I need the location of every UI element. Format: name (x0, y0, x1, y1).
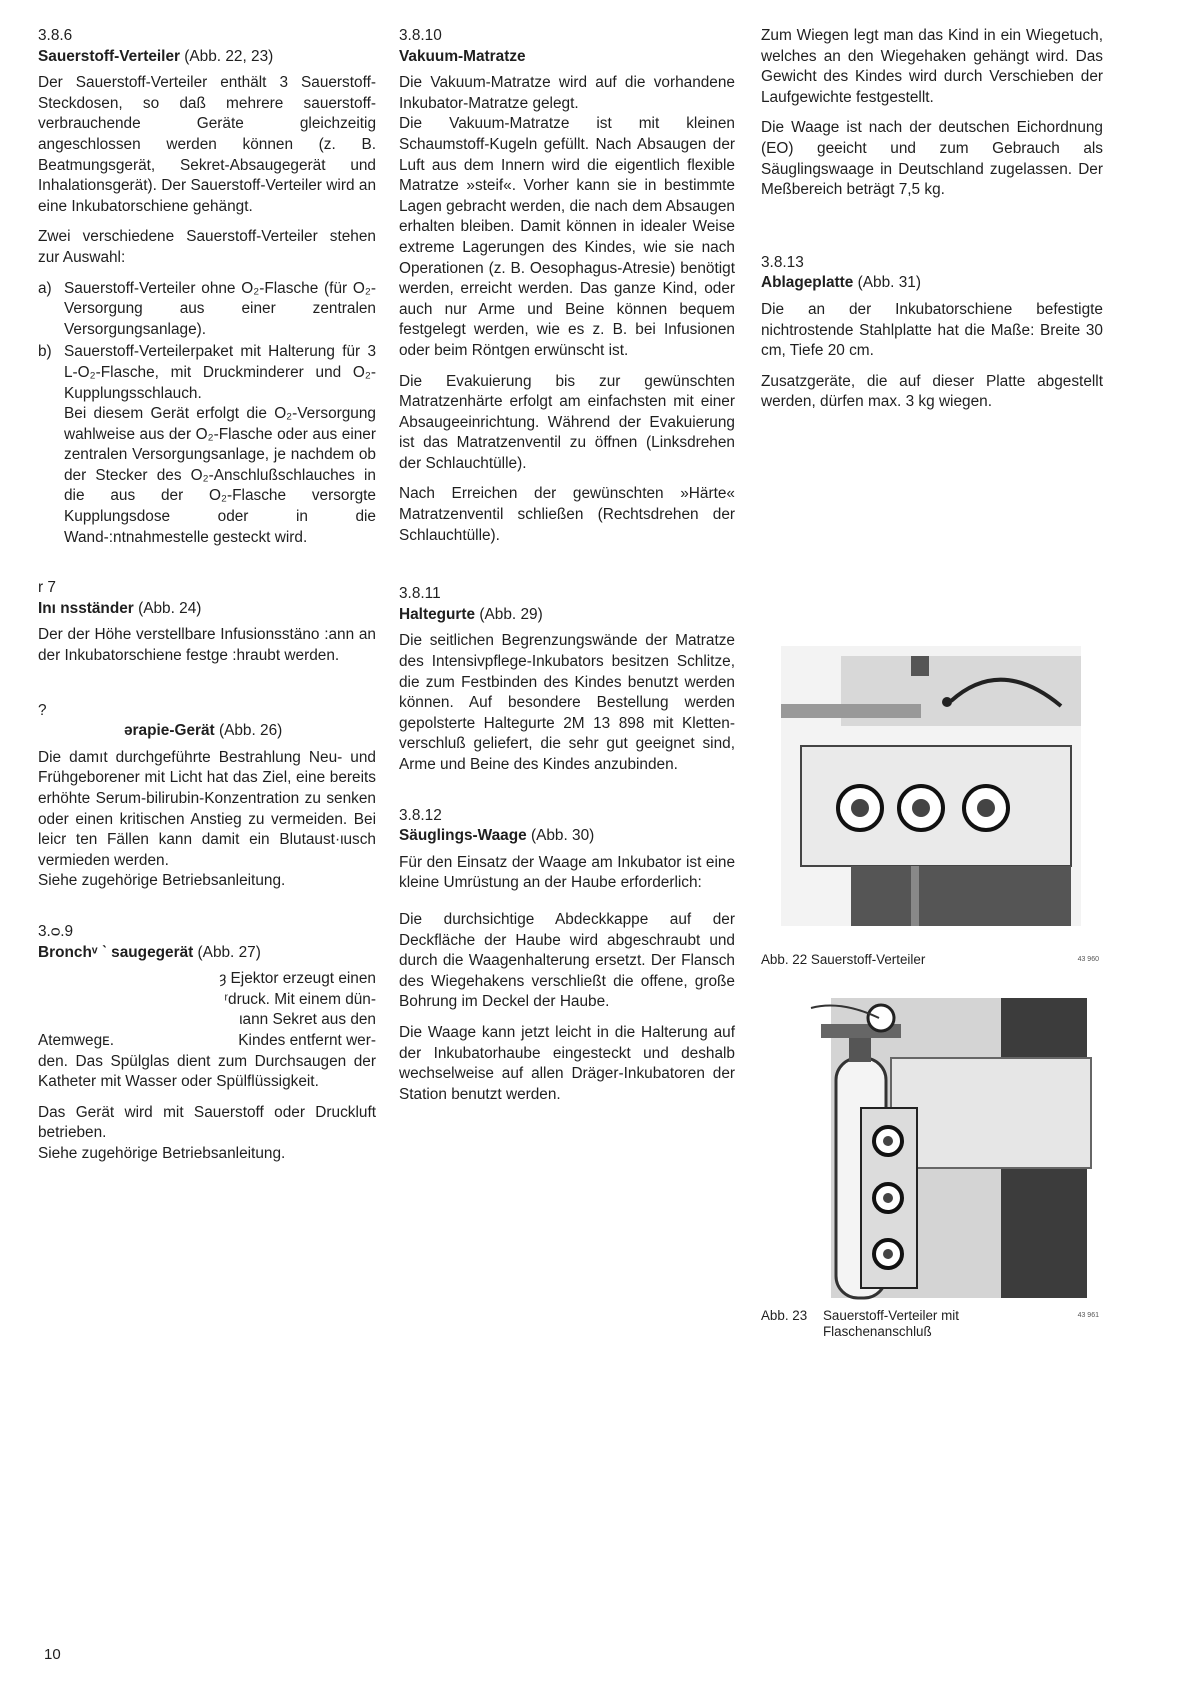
paragraph: Für den Einsatz der Waage am Inkubator ist eine kleine Umrüstung an der Haube erforderlich: (399, 853, 735, 892)
figure-22 (761, 646, 1103, 968)
section-heading (38, 943, 376, 964)
section-3-8-13 (761, 253, 1103, 413)
list-label: a) (38, 279, 52, 297)
section-heading (38, 721, 376, 742)
section-number: 3.ᴑ.9 (38, 922, 74, 940)
oxygen-distributor-photo (761, 646, 1103, 948)
paragraph: Zwei verschiedene Sauerstoff-Verteiler stehen zur Auswahl: (38, 228, 376, 266)
caption-text (761, 952, 925, 968)
section-title: Vakuum-Matratze (399, 47, 526, 65)
text-line: ʳdruck. Mit einem dün- (224, 990, 376, 1008)
caption-title: Sauerstoff-Verteiler mit (823, 1308, 959, 1323)
paragraph: Die seitlichen Begrenzungswände der Matratze des Intensivpflege-Inkubators besitzen Schlitze, die zum Festbinden des Kindes benutzt werden können. Auf besondere Bestellung werden gepolsterte Haltegurte 2M 13 898 mit Kletten-verschluß geliefert, die sehr gut geeignet sind, Arme und Beine des Kindes anzubinden. (399, 632, 735, 773)
paragraph: Der Sauerstoff-Verteiler enthält 3 Sauerstoff-Steckdosen, so daß mehrere sauerstoff-verbrauchende Geräte gleichzeitig angeschlossen werden können (z. B. Beatmungsgerät, Sekret-Absaugegerät und Inhalationsgerät). Der Sauerstoff-Verteiler wird an eine Inkubatorschiene gehängt. (38, 74, 376, 215)
column-middle (399, 26, 735, 1115)
section-3-8-10 (399, 26, 735, 546)
caption-label: Abb. 23 (761, 1308, 808, 1323)
text-line: ιann Sekret aus den (239, 1011, 376, 1029)
paragraph: Zusatzgeräte, die auf dieser Platte abgestellt werden, dürfen max. 3 kg wiegen. (761, 372, 1103, 411)
paragraph: Die Evakuierung bis zur gewünschten Matratzenhärte erfolgt am einfachsten mit einer Absaugeeinrichtung. Während der Evakuierung ist das Matratzenventil zu öffnen (Linksdrehen der Schlauchtülle). (399, 372, 735, 472)
paragraph: Die durchsichtige Abdeckkappe auf der Deckfläche der Haube wird abgeschraubt und durch die Waagenhalterung ersetzt. Der Flansch des Wiegehakens verschließt die offene, große Bohrung im Deckel der Haube. (399, 910, 735, 1011)
figure-23 (761, 998, 1103, 1340)
list-text: Sauerstoff-Verteiler ohne O₂-Flasche (für O₂-Versorgung aus einer zentralen Versorgungsanlage). (64, 279, 376, 338)
list-text (64, 342, 376, 548)
paragraph: Das Gerät wird mit Sauerstoff oder Druckluft betrieben. (38, 1103, 376, 1142)
column-left (38, 26, 376, 1175)
section-heading (399, 826, 735, 847)
section-number: 3.8.6 (38, 27, 73, 44)
figure-caption (761, 952, 1099, 968)
list-paragraph: Sauerstoff-Verteilerpaket mit Halterung für 3 L-O₂-Flasche, mit Druckminderer und O₂-Kupplungsschlauch. (64, 343, 376, 402)
paragraph: Siehe zugehörige Betriebsanleitung. (38, 1144, 286, 1162)
caption-label: Abb. 22 (761, 952, 808, 967)
text-fragment: Kindes entfernt wer- (238, 1031, 376, 1049)
figure-reference: (Abb. 29) (479, 605, 543, 623)
list-item (38, 279, 376, 341)
section-heading (38, 47, 376, 68)
section-3-8-7 (38, 578, 376, 666)
paragraph: den. Das Spülglas dient zum Durchsaugen der Katheter mit Wasser oder Spülflüssigkeit. (38, 1052, 376, 1091)
page-number: 10 (44, 1646, 61, 1663)
figure-reference: (Abb. 26) (218, 722, 283, 740)
figure-reference: (Abb. 31) (857, 274, 921, 292)
section-3-8-12 (399, 806, 735, 1106)
list-paragraph: Bei diesem Gerät erfolgt die O₂-Versorgung wahlweise aus der O₂-Flasche oder aus einer zentralen Versorgungsanlage, je nachdem ob der Stecker des O₂-Anschlußschlauches in die aus der O₂-Flasche versorgte Kupplungsdose oder in die Wand-:ntnahmestelle gesteckt wird. (64, 405, 376, 546)
text-fragment: Atemwegᴇ. (38, 1031, 114, 1049)
section-title: Bronchᵛ ˋ saugegerät (38, 943, 194, 961)
caption-lines (823, 1308, 959, 1340)
section-number: 3.8.12 (399, 806, 442, 824)
option-list (38, 279, 376, 549)
paragraph: Der der Höhe verstellbare Infusionsstäno :ann an der Inkubatorschiene festge :hraubt werden. (38, 626, 376, 665)
section-3-8-8 (38, 701, 376, 892)
section-number: ? (38, 701, 47, 719)
oxygen-distributor-cylinder-photo (761, 998, 1103, 1304)
figure-reference: (Abb. 30) (530, 827, 595, 845)
paragraph: Die an der Inkubatorschiene befestigte nichtrostende Stahlplatte hat die Maße: Breite 30 cm, Tiefe 20 cm. (761, 300, 1103, 360)
list-label: b) (38, 343, 52, 361)
section-heading (761, 273, 1103, 294)
section-number: 3.8.10 (399, 27, 442, 44)
caption-text (761, 1308, 959, 1340)
section-title: Inı nsständer (38, 599, 134, 617)
paragraph: Siehe zugehörige Betriebsanleitung. (38, 872, 286, 890)
section-number: r 7 (38, 579, 56, 597)
paragraph: Die Vakuum-Matratze wird auf die vorhandene Inkubator-Matratze gelegt. (399, 74, 735, 112)
figure-reference: (Abb. 27) (197, 943, 261, 961)
column-right (761, 26, 1103, 1339)
caption-title: Sauerstoff-Verteiler (810, 952, 926, 967)
text-line-row (38, 1031, 376, 1052)
partial-text-block (38, 969, 376, 1031)
text-line: ȝ Ejektor erzeugt einen (219, 970, 376, 988)
paragraph: Nach Erreichen der gewünschten »Härte« Matratzenventil schließen (Rechtsdrehen der Schlauchtülle). (399, 485, 735, 544)
section-3-8-6 (38, 26, 376, 548)
section-heading (399, 47, 735, 68)
figure-reference: (Abb. 22, 23) (184, 47, 274, 65)
section-3-8-9 (38, 922, 376, 1165)
caption-title: Flaschenanschluß (823, 1324, 932, 1339)
paragraph: Die Vakuum-Matratze ist mit kleinen Schaumstoff-Kugeln gefüllt. Nach Absaugen der Luft aus dem Innern wird die eigentlich flexible Matratze »steif«. Vorher kann sie in bestimmte Lagen gebracht werden, die nach dem Absaugen erhalten bleiben. Damit können in idealer Weise extreme Lagerungen des Kindes, wie sie nach Operationen (z. B. Oesophagus-Atresie) benötigt werden, erreicht werden. Das ganze Kind, oder auch nur Arme und Beine können bequem festgelegt werden, wie es z. B. bei Infusionen oder beim Röntgen erwünscht ist. (399, 115, 735, 359)
figure-code: 43 961 (1077, 1312, 1099, 1319)
figure-caption (761, 1308, 1099, 1340)
section-heading (399, 605, 735, 626)
section-title: Ablageplatte (761, 274, 854, 292)
section-title: Sauerstoff-Verteiler (38, 47, 180, 65)
section-heading (38, 599, 376, 620)
paragraph: Zum Wiegen legt man das Kind in ein Wiegetuch, welches an den Wiegehaken gehängt wird. Das Gewicht des Kindes wird durch Verschieben der Laufgewichte festgestellt. (761, 27, 1103, 106)
section-number: 3.8.11 (399, 585, 441, 603)
figure-reference: (Abb. 24) (138, 599, 202, 617)
section-3-8-11 (399, 584, 735, 775)
paragraph: Die Waage kann jetzt leicht in die Halterung auf der Inkubatorhaube eingesteckt und deshalb wechselweise auf allen Dräger-Inkubatoren der Station benutzt werden. (399, 1023, 735, 1103)
paragraph: Die Waage ist nach der deutschen Eichordnung (EO) geeicht und zum Gebrauch als Säuglingswaage in Deutschland zugelassen. Der Meßbereich beträgt 7,5 kg. (761, 119, 1103, 199)
section-number: 3.8.13 (761, 253, 804, 271)
section-title: Haltegurte (399, 605, 476, 623)
figure-code: 43 960 (1077, 956, 1099, 963)
paragraph: Die damıt durchgeführte Bestrahlung Neu- und Frühgeborener mit Licht hat das Ziel, eine bereits erhöhte Serum-bilirubin-Konzentration zu senken oder einen kritischen Anstieg zu vermeiden. Bei leicr ten Fällen kann damit ein Blutaust·ιusch vermieden werden. (38, 748, 376, 869)
section-title: ərapie-Gerät (124, 722, 215, 740)
section-title: Säuglings-Waage (399, 827, 527, 845)
list-item (38, 342, 376, 548)
